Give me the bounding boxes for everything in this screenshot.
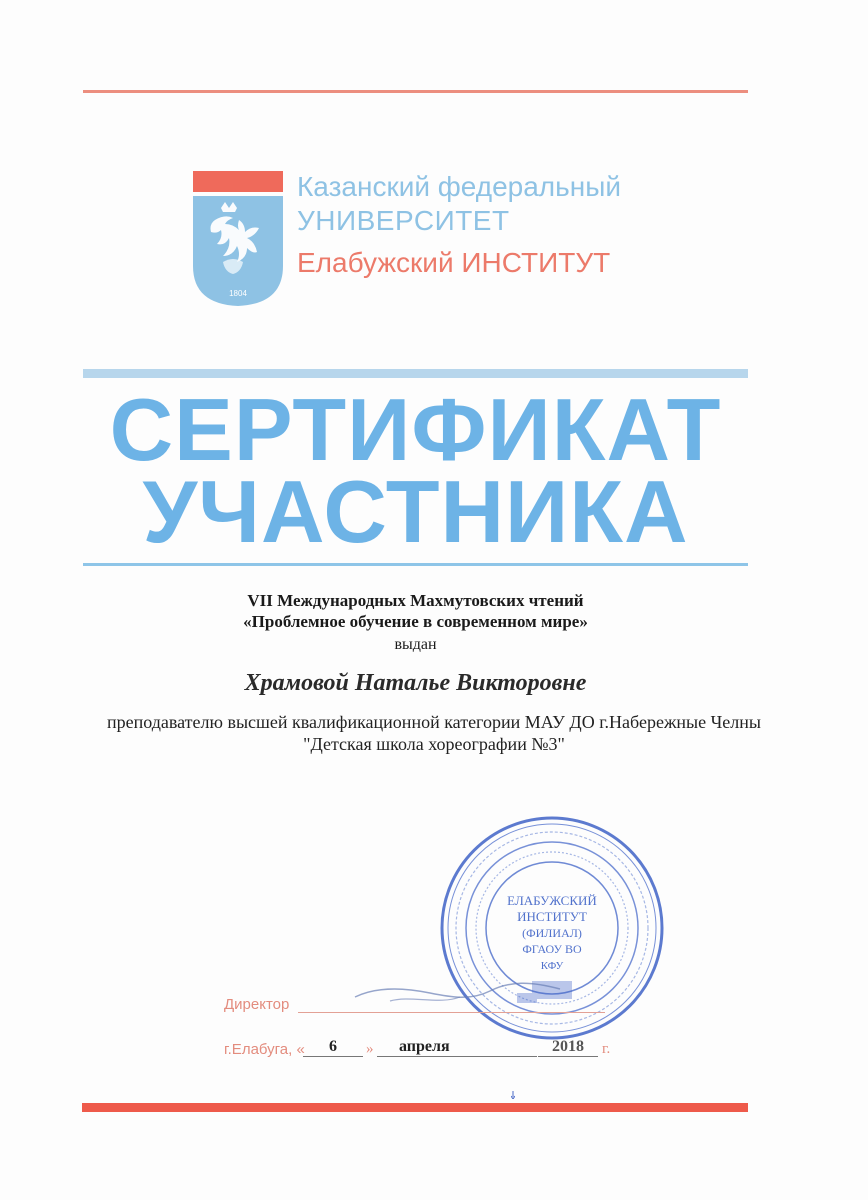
- title-band-bottom: [83, 563, 748, 566]
- recipient-name: Храмовой Наталье Викторовне: [244, 670, 587, 696]
- event-name: VII Международных Махмутовских чтений: [247, 591, 584, 610]
- emblem-year: 1804: [229, 289, 247, 298]
- bottom-rule: [82, 1103, 748, 1112]
- signature-line: [298, 1012, 605, 1013]
- date-year: 2018: [538, 1038, 598, 1057]
- recipient-organization: "Детская школа хореографии №3": [303, 734, 565, 754]
- stamp-center-line1: ЕЛАБУЖСКИЙ: [507, 893, 597, 908]
- date-close-quote: »: [366, 1041, 374, 1057]
- date-day: 6: [303, 1038, 363, 1057]
- university-name-line2: УНИВЕРСИТЕТ: [297, 205, 510, 236]
- stamp-center-line5: КФУ: [540, 960, 564, 972]
- top-rule: [83, 90, 748, 93]
- recipient-position: преподавателю высшей квалификационной категории МАУ ДО г.Набережные Челны: [107, 712, 761, 732]
- title-band-top: [83, 369, 748, 378]
- date-city-label: г.Елабуга, «: [224, 1041, 305, 1058]
- certificate-title-line1: СЕРТИФИКАТ: [109, 380, 722, 479]
- director-label: Директор: [224, 996, 290, 1013]
- stamp-center-line2: ИНСТИТУТ: [517, 909, 587, 924]
- university-emblem-icon: [193, 196, 283, 306]
- stamp-center-line4: ФГАОУ ВО: [522, 942, 582, 956]
- date-year-suffix: г.: [602, 1041, 611, 1057]
- university-name-line1: Казанский федеральный: [297, 171, 621, 202]
- event-theme: «Проблемное обучение в современном мире»: [243, 612, 588, 631]
- small-arrow-icon: [511, 1091, 515, 1099]
- stamp-center-line3: (ФИЛИАЛ): [522, 926, 582, 940]
- institute-name: Елабужский ИНСТИТУТ: [297, 247, 611, 278]
- director-signature: [350, 975, 570, 1015]
- university-logo: [193, 171, 283, 306]
- certificate-title-line2: УЧАСТНИКА: [142, 462, 689, 561]
- issued-label: выдан: [394, 636, 437, 653]
- logo-red-bar: [193, 171, 283, 192]
- date-month: апреля: [377, 1038, 537, 1057]
